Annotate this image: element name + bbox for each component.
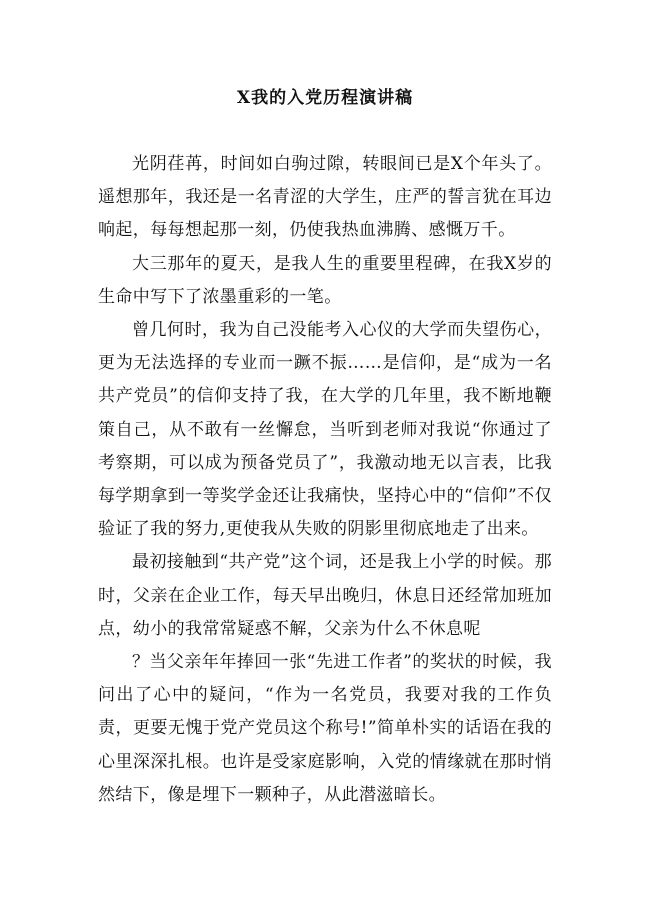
- document-body: [98, 148, 552, 812]
- paragraph: 光阴荏苒，时间如白驹过隙，转眼间已是X个年头了。遥想那年，我还是一名青涩的大学生，庄严的誓言犹在耳边响起，每每想起那一刻，仍使我热血沸腾、感慨万千。: [98, 154, 552, 241]
- paragraph: ？当父亲年年捧回一张“先进工作者”的奖状的时候，我问出了心中的疑问，“作为一名党员，我要对我的工作负责，更要无愧于党产党员这个称号!”简单朴实的话语在我的心里深深扎根。也许是受家庭影响，入党的情缘就在那时悄然结下，像是埋下一颗种子，从此潜滋暗长。: [98, 652, 552, 805]
- paragraph: 最初接触到“共产党”这个词，还是我上小学的时候。那时，父亲在企业工作，每天早出晚归，休息日还经常加班加点，幼小的我常常疑惑不解，父亲为什么不休息呢: [98, 552, 552, 639]
- paragraph: 大三那年的夏天，是我人生的重要里程碑，在我X岁的生命中写下了浓墨重彩的一笔。: [98, 253, 552, 307]
- document-title: X我的入党历程演讲稿: [236, 88, 414, 108]
- paragraph: 曾几何时，我为自己没能考入心仪的大学而失望伤心，更为无法选择的专业而一蹶不振……是信仰，是“成为一名共产党员”的信仰支持了我，在大学的几年里，我不断地鞭策自己，从不敢有一丝懈怠，当听到老师对我说“你通过了考察期，可以成为预备党员了”，我激动地无以言表，比我每学期拿到一等奖学金还让我痛快，坚持心中的“信仰”不仅验证了我的努力,更使我从失败的阴影里彻底地走了出来。: [98, 320, 552, 540]
